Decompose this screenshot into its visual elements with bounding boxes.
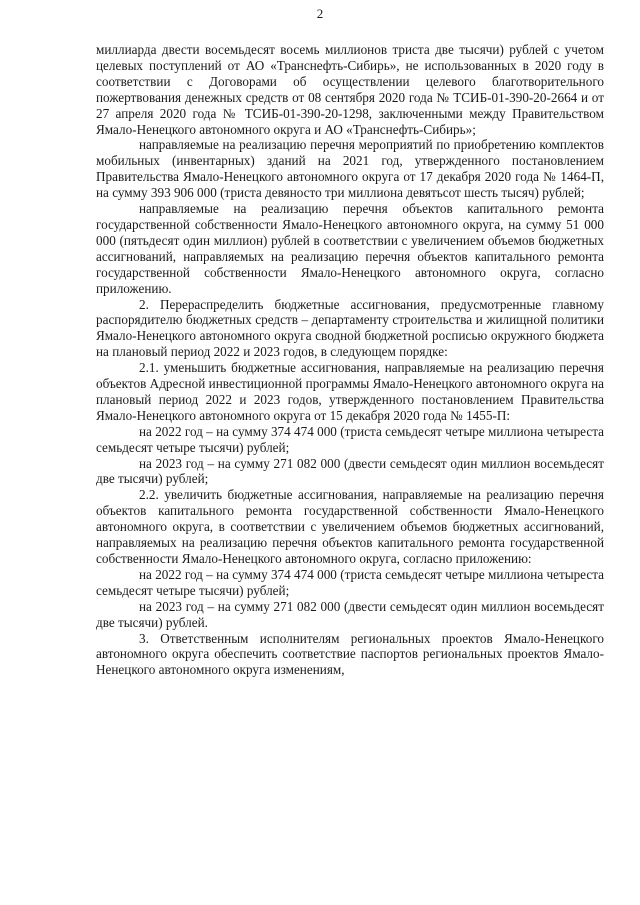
paragraph-11: 3. Ответственным исполнителям региональных проектов Ямало-Ненецкого автономного округа обеспечить соответствие паспортов региональных проектов Ямало-Ненецкого автономного округа изменениям, — [96, 630, 604, 678]
document-body — [96, 42, 604, 678]
paragraph-7: на 2023 год – на сумму 271 082 000 (двести семьдесят один миллион восемьдесят две тысячи) рублей; — [96, 455, 604, 487]
paragraph-3: направляемые на реализацию перечня объектов капитального ремонта государственной собственности Ямало-Ненецкого автономного округа, на сумму 51 000 000 (пятьдесят один миллион) рублей в соответствии с увеличением объемов бюджетных ассигнований, направляемых на реализацию перечня объектов капитального ремонта государственной собственности Ямало-Ненецкого автономного округа, согласно приложению. — [96, 201, 604, 296]
paragraph-8: 2.2. увеличить бюджетные ассигнования, направляемые на реализацию перечня объектов капитального ремонта государственной собственности Ямало-Ненецкого автономного округа, в соответствии с увеличением объемов бюджетных ассигнований, направляемых на реализацию перечня объектов капитального ремонта государственной собственности Ямало-Ненецкого автономного округа, согласно приложению: — [96, 487, 604, 566]
paragraph-10: на 2023 год – на сумму 271 082 000 (двести семьдесят один миллион восемьдесят две тысячи) рублей. — [96, 598, 604, 630]
page-number: 2 — [316, 6, 324, 21]
paragraph-1: миллиарда двести восемьдесят восемь миллионов триста две тысячи) рублей с учетом целевых поступлений от АО «Транснефть-Сибирь», не использованных в 2020 году в соответствии с Договорами об осуществлении целевого благотворительного пожертвования денежных средств от 08 сентября 2020 года № ТСИБ-01-390-20-2664 и от 27 апреля 2020 года № ТСИБ-01-390-20-1298, заключенными между Правительством Ямало-Ненецкого автономного округа и АО «Транснефть-Сибирь»; — [96, 42, 604, 137]
paragraph-6: на 2022 год – на сумму 374 474 000 (триста семьдесят четыре миллиона четыреста семьдесят четыре тысячи) рублей; — [96, 423, 604, 455]
paragraph-9: на 2022 год – на сумму 374 474 000 (триста семьдесят четыре миллиона четыреста семьдесят четыре тысячи) рублей; — [96, 566, 604, 598]
paragraph-2: направляемые на реализацию перечня мероприятий по приобретению комплектов мобильных (инвентарных) зданий на 2021 год, утвержденного постановлением Правительства Ямало-Ненецкого автономного округа от 17 декабря 2020 года № 1464-П, на сумму 393 906 000 (триста девяносто три миллиона девятьсот шесть тысяч) рублей; — [96, 137, 604, 201]
paragraph-4: 2. Перераспределить бюджетные ассигнования, предусмотренные главному распорядителю бюджетных средств – департаменту строительства и жилищной политики Ямало-Ненецкого автономного округа сводной бюджетной росписью окружного бюджета на плановый период 2022 и 2023 годов, в следующем порядке: — [96, 296, 604, 360]
paragraph-5: 2.1. уменьшить бюджетные ассигнования, направляемые на реализацию перечня объектов Адресной инвестиционной программы Ямало-Ненецкого автономного округа на плановый период 2022 и 2023 годов, утвержденного постановлением Правительства Ямало-Ненецкого автономного округа от 15 декабря 2020 года № 1455-П: — [96, 360, 604, 423]
